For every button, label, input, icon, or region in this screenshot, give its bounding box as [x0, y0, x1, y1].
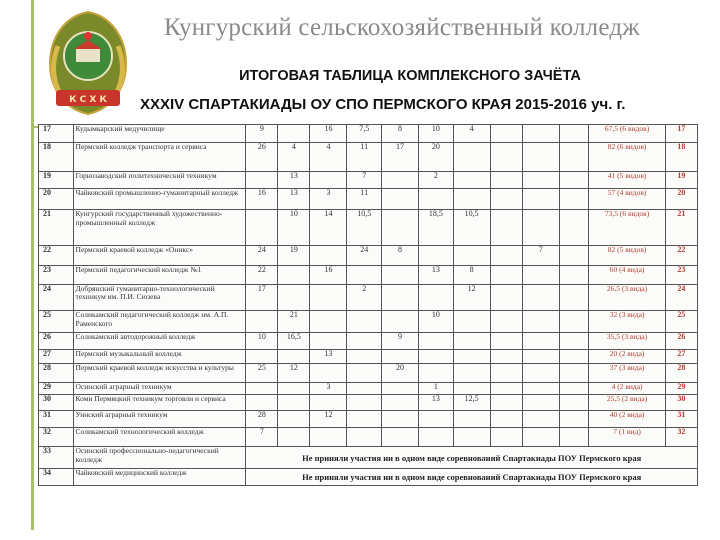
- sport-score-cell: 19: [278, 246, 310, 265]
- sport-score-cell: [522, 265, 559, 284]
- sport-score-cell: [522, 428, 559, 447]
- sport-score-cell: 11: [347, 143, 382, 172]
- place-cell: 29: [665, 383, 697, 394]
- sport-score-cell: 1: [419, 383, 454, 394]
- total-points-cell: 25,5 (2 вида): [589, 394, 666, 411]
- row-number: 32: [39, 428, 74, 447]
- sport-score-cell: 10: [246, 332, 278, 349]
- sport-score-cell: 20: [419, 143, 454, 172]
- sport-score-cell: 2: [419, 171, 454, 188]
- place-cell: 25: [665, 311, 697, 333]
- sport-score-cell: [453, 171, 490, 188]
- place-cell: 23: [665, 265, 697, 284]
- college-name-cell: Пермский музыкальный колледж: [73, 349, 246, 363]
- sport-score-cell: 8: [453, 265, 490, 284]
- total-points-cell: 37 (3 вида): [589, 363, 666, 382]
- sport-score-cell: [278, 411, 310, 428]
- sport-score-cell: 16,5: [278, 332, 310, 349]
- total-points-cell: 41 (5 видов): [589, 171, 666, 188]
- sport-score-cell: [490, 411, 522, 428]
- sport-score-cell: [347, 349, 382, 363]
- place-cell: 19: [665, 171, 697, 188]
- total-points-cell: 4 (2 вида): [589, 383, 666, 394]
- sport-score-cell: [453, 411, 490, 428]
- total-points-cell: 60 (4 вида): [589, 265, 666, 284]
- table-row: [39, 349, 698, 363]
- sport-score-cell: [419, 188, 454, 210]
- table-row: [39, 447, 698, 469]
- no-participation-note: Не приняли участия ни в одном виде соревнований Спартакиады ПОУ Пермского края: [246, 469, 698, 486]
- place-cell: 27: [665, 349, 697, 363]
- sport-score-cell: [278, 265, 310, 284]
- sport-score-cell: 18,5: [419, 210, 454, 246]
- sport-score-cell: [559, 188, 589, 210]
- sport-score-cell: [278, 125, 310, 143]
- place-cell: 21: [665, 210, 697, 246]
- sport-score-cell: [522, 411, 559, 428]
- sport-score-cell: [559, 363, 589, 382]
- sport-score-cell: [522, 171, 559, 188]
- sport-score-cell: 13: [310, 349, 347, 363]
- sport-score-cell: [382, 188, 419, 210]
- sport-score-cell: 4: [278, 143, 310, 172]
- row-number: 18: [39, 143, 74, 172]
- place-cell: 31: [665, 411, 697, 428]
- college-name-cell: Горнозаводский политехнический техникум: [73, 171, 246, 188]
- sport-score-cell: 24: [347, 246, 382, 265]
- sport-score-cell: [246, 210, 278, 246]
- sport-score-cell: 24: [246, 246, 278, 265]
- sport-score-cell: 3: [310, 383, 347, 394]
- row-number: 26: [39, 332, 74, 349]
- sport-score-cell: [522, 383, 559, 394]
- sport-score-cell: [347, 363, 382, 382]
- sport-score-cell: 13: [419, 265, 454, 284]
- sport-score-cell: [522, 210, 559, 246]
- sport-score-cell: [419, 332, 454, 349]
- table-row: [39, 171, 698, 188]
- sport-score-cell: [559, 246, 589, 265]
- total-points-cell: 82 (6 видов): [589, 143, 666, 172]
- sport-score-cell: [522, 349, 559, 363]
- sport-score-cell: [310, 428, 347, 447]
- college-name-cell: Осинский аграрный техникум: [73, 383, 246, 394]
- total-points-cell: 32 (3 вида): [589, 311, 666, 333]
- row-number: 29: [39, 383, 74, 394]
- sport-score-cell: [453, 143, 490, 172]
- sport-score-cell: [310, 284, 347, 310]
- total-points-cell: 7 (1 вид): [589, 428, 666, 447]
- college-name: Кунгурский сельскохозяйственный колледж: [164, 14, 640, 41]
- table-row: [39, 125, 698, 143]
- sport-score-cell: [278, 394, 310, 411]
- sport-score-cell: [382, 284, 419, 310]
- sport-score-cell: 9: [382, 332, 419, 349]
- sport-score-cell: [419, 284, 454, 310]
- college-emblem: [36, 6, 140, 118]
- sport-score-cell: 14: [310, 210, 347, 246]
- college-name-cell: Соликамский автодорожный колледж: [73, 332, 246, 349]
- sport-score-cell: [490, 349, 522, 363]
- sport-score-cell: 12: [278, 363, 310, 382]
- sport-score-cell: 2: [347, 284, 382, 310]
- total-points-cell: 82 (5 видов): [589, 246, 666, 265]
- sport-score-cell: 28: [246, 411, 278, 428]
- place-cell: 22: [665, 246, 697, 265]
- table-row: [39, 284, 698, 310]
- place-cell: 28: [665, 363, 697, 382]
- sport-score-cell: [347, 265, 382, 284]
- table-row: [39, 311, 698, 333]
- sport-score-cell: [490, 363, 522, 382]
- row-number: 20: [39, 188, 74, 210]
- sport-score-cell: 17: [246, 284, 278, 310]
- sport-score-cell: [559, 349, 589, 363]
- table-row: [39, 363, 698, 382]
- sport-score-cell: [347, 394, 382, 411]
- college-name-cell: Соликамский педагогический колледж им. А.П. Раменского: [73, 311, 246, 333]
- sport-score-cell: [522, 125, 559, 143]
- sport-score-cell: 12: [453, 284, 490, 310]
- college-name-cell: Кунгурский государственный художественно-промышленный колледж: [73, 210, 246, 246]
- sport-score-cell: [559, 383, 589, 394]
- sport-score-cell: [382, 349, 419, 363]
- sport-score-cell: 21: [278, 311, 310, 333]
- row-number: 27: [39, 349, 74, 363]
- place-cell: 26: [665, 332, 697, 349]
- sport-score-cell: 22: [246, 265, 278, 284]
- results-table: [38, 124, 698, 486]
- svg-text:К С Х К: К С Х К: [69, 95, 107, 105]
- sport-score-cell: [453, 332, 490, 349]
- college-name-cell: Пермский колледж транспорта и сервиса: [73, 143, 246, 172]
- total-points-cell: 20 (2 вида): [589, 349, 666, 363]
- table-row: [39, 332, 698, 349]
- sport-score-cell: [278, 349, 310, 363]
- place-cell: 32: [665, 428, 697, 447]
- sport-score-cell: [490, 332, 522, 349]
- table-row: [39, 383, 698, 394]
- sport-score-cell: [522, 143, 559, 172]
- sport-score-cell: 9: [246, 125, 278, 143]
- sport-score-cell: [347, 332, 382, 349]
- sport-score-cell: [419, 411, 454, 428]
- no-participation-note: Не приняли участия ни в одном виде соревнований Спартакиады ПОУ Пермского края: [246, 447, 698, 469]
- college-name-cell: Пермский краевой колледж «Оникс»: [73, 246, 246, 265]
- college-name-cell: Уинский аграрный техникум: [73, 411, 246, 428]
- sport-score-cell: [246, 311, 278, 333]
- sport-score-cell: [310, 311, 347, 333]
- sport-score-cell: [382, 311, 419, 333]
- sport-score-cell: [347, 383, 382, 394]
- sport-score-cell: [246, 349, 278, 363]
- sport-score-cell: 16: [246, 188, 278, 210]
- total-points-cell: 26,5 (3 вида): [589, 284, 666, 310]
- table-row: [39, 265, 698, 284]
- sport-score-cell: 12,5: [453, 394, 490, 411]
- sport-score-cell: [246, 171, 278, 188]
- sport-score-cell: [453, 383, 490, 394]
- sport-score-cell: 13: [419, 394, 454, 411]
- sport-score-cell: [490, 265, 522, 284]
- sport-score-cell: 8: [382, 125, 419, 143]
- college-name-cell: Пермский краевой колледж искусства и культуры: [73, 363, 246, 382]
- sport-score-cell: [419, 349, 454, 363]
- sport-score-cell: 4: [310, 143, 347, 172]
- sport-score-cell: 8: [382, 246, 419, 265]
- college-name-cell: Осинский профессионально-педагогический колледж: [73, 447, 246, 469]
- sport-score-cell: [559, 428, 589, 447]
- sport-score-cell: [382, 171, 419, 188]
- sport-score-cell: 12: [310, 411, 347, 428]
- page-title: ИТОГОВАЯ ТАБЛИЦА КОМПЛЕКСНОГО ЗАЧЁТА: [239, 68, 581, 84]
- sport-score-cell: 13: [278, 188, 310, 210]
- sport-score-cell: 10,5: [453, 210, 490, 246]
- sport-score-cell: [522, 363, 559, 382]
- total-points-cell: 40 (2 вида): [589, 411, 666, 428]
- total-points-cell: 35,5 (3 вида): [589, 332, 666, 349]
- sport-score-cell: 10: [419, 311, 454, 333]
- sport-score-cell: [490, 383, 522, 394]
- sport-score-cell: [278, 284, 310, 310]
- sport-score-cell: 13: [278, 171, 310, 188]
- sport-score-cell: [490, 246, 522, 265]
- sport-score-cell: [246, 383, 278, 394]
- row-number: 22: [39, 246, 74, 265]
- row-number: 31: [39, 411, 74, 428]
- sport-score-cell: [559, 143, 589, 172]
- sport-score-cell: [278, 428, 310, 447]
- sport-score-cell: [490, 188, 522, 210]
- sport-score-cell: [382, 383, 419, 394]
- sport-score-cell: 3: [310, 188, 347, 210]
- sport-score-cell: [490, 428, 522, 447]
- sport-score-cell: [382, 394, 419, 411]
- sport-score-cell: [559, 284, 589, 310]
- sport-score-cell: 25: [246, 363, 278, 382]
- sport-score-cell: 4: [453, 125, 490, 143]
- sport-score-cell: [382, 265, 419, 284]
- row-number: 28: [39, 363, 74, 382]
- sport-score-cell: [490, 210, 522, 246]
- table-row: [39, 143, 698, 172]
- sport-score-cell: [453, 349, 490, 363]
- sport-score-cell: 20: [382, 363, 419, 382]
- sport-score-cell: 16: [310, 265, 347, 284]
- sport-score-cell: [419, 363, 454, 382]
- sport-score-cell: [522, 332, 559, 349]
- sport-score-cell: [559, 210, 589, 246]
- row-number: 33: [39, 447, 74, 469]
- total-points-cell: 73,5 (6 видов): [589, 210, 666, 246]
- sport-score-cell: 10,5: [347, 210, 382, 246]
- total-points-cell: 57 (4 видов): [589, 188, 666, 210]
- place-cell: 18: [665, 143, 697, 172]
- row-number: 30: [39, 394, 74, 411]
- sport-score-cell: 7: [246, 428, 278, 447]
- sport-score-cell: [490, 394, 522, 411]
- sport-score-cell: [382, 428, 419, 447]
- sport-score-cell: [559, 311, 589, 333]
- row-number: 23: [39, 265, 74, 284]
- college-name-cell: Коми Пермяцкий техникум торговли и сервиса: [73, 394, 246, 411]
- row-number: 17: [39, 125, 74, 143]
- page-subtitle: XXXIV СПАРТАКИАДЫ ОУ СПО ПЕРМСКОГО КРАЯ 2015-2016 уч. г.: [140, 96, 626, 113]
- sport-score-cell: [559, 265, 589, 284]
- sport-score-cell: [490, 311, 522, 333]
- sport-score-cell: 7: [347, 171, 382, 188]
- sport-score-cell: [490, 284, 522, 310]
- table-row: [39, 246, 698, 265]
- sport-score-cell: [278, 383, 310, 394]
- sport-score-cell: 16: [310, 125, 347, 143]
- sport-score-cell: [310, 246, 347, 265]
- sport-score-cell: 26: [246, 143, 278, 172]
- row-number: 21: [39, 210, 74, 246]
- sport-score-cell: [453, 246, 490, 265]
- sport-score-cell: [453, 188, 490, 210]
- sport-score-cell: [347, 411, 382, 428]
- sport-score-cell: [419, 246, 454, 265]
- table-row: [39, 188, 698, 210]
- table-row: [39, 394, 698, 411]
- place-cell: 17: [665, 125, 697, 143]
- sport-score-cell: [419, 428, 454, 447]
- college-name-cell: Чайковский промышленно-гуманитарный колледж: [73, 188, 246, 210]
- table-row: [39, 210, 698, 246]
- sport-score-cell: [453, 311, 490, 333]
- college-name-cell: Добрянский гуманитарно-технологический техникум им. П.И. Сюзева: [73, 284, 246, 310]
- sport-score-cell: [559, 171, 589, 188]
- sport-score-cell: [453, 428, 490, 447]
- table-row: [39, 469, 698, 486]
- sport-score-cell: [382, 411, 419, 428]
- sport-score-cell: [559, 411, 589, 428]
- sport-score-cell: [559, 125, 589, 143]
- sport-score-cell: [347, 311, 382, 333]
- college-name-cell: Соликамский технологический колледж: [73, 428, 246, 447]
- table-row: [39, 411, 698, 428]
- total-points-cell: 67,5 (6 видов): [589, 125, 666, 143]
- sport-score-cell: [559, 332, 589, 349]
- row-number: 24: [39, 284, 74, 310]
- place-cell: 24: [665, 284, 697, 310]
- place-cell: 20: [665, 188, 697, 210]
- college-name-cell: Пермский педагогический колледж №1: [73, 265, 246, 284]
- sport-score-cell: 10: [419, 125, 454, 143]
- sport-score-cell: 11: [347, 188, 382, 210]
- row-number: 19: [39, 171, 74, 188]
- table-row: [39, 428, 698, 447]
- row-number: 34: [39, 469, 74, 486]
- sport-score-cell: [246, 394, 278, 411]
- sport-score-cell: [310, 363, 347, 382]
- place-cell: 30: [665, 394, 697, 411]
- college-name-cell: Кудымкарский медучилище: [73, 125, 246, 143]
- sport-score-cell: [522, 188, 559, 210]
- sport-score-cell: 10: [278, 210, 310, 246]
- sport-score-cell: [522, 394, 559, 411]
- sport-score-cell: [522, 284, 559, 310]
- sport-score-cell: [310, 394, 347, 411]
- sport-score-cell: [522, 311, 559, 333]
- sport-score-cell: [559, 394, 589, 411]
- sport-score-cell: [382, 210, 419, 246]
- row-number: 25: [39, 311, 74, 333]
- sport-score-cell: [310, 332, 347, 349]
- sport-score-cell: [310, 171, 347, 188]
- college-name-cell: Чайковский медицинский колледж: [73, 469, 246, 486]
- sport-score-cell: [490, 171, 522, 188]
- sport-score-cell: [490, 125, 522, 143]
- sport-score-cell: [453, 363, 490, 382]
- sport-score-cell: [490, 143, 522, 172]
- sport-score-cell: 17: [382, 143, 419, 172]
- sport-score-cell: [347, 428, 382, 447]
- sport-score-cell: 7,5: [347, 125, 382, 143]
- sport-score-cell: 7: [522, 246, 559, 265]
